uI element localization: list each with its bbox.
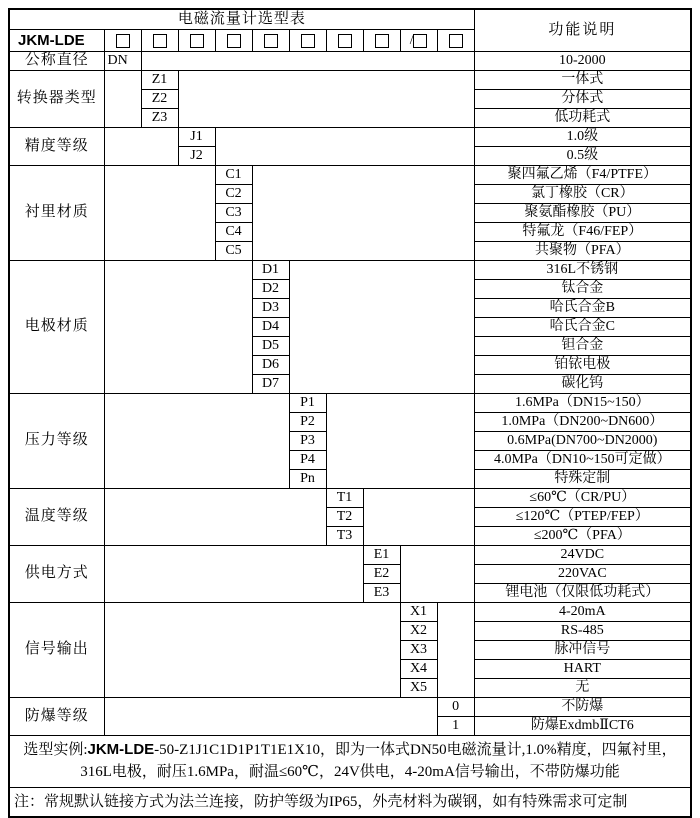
function-cell: 低功耗式 <box>474 109 691 128</box>
spacer-cell <box>104 128 178 166</box>
dn-row <box>9 52 691 71</box>
code-cell: T1 <box>326 489 363 508</box>
function-cell: RS-485 <box>474 622 691 641</box>
code-cell: X5 <box>400 679 437 698</box>
category-label: 供电方式 <box>9 546 104 603</box>
spacer-cell <box>289 261 474 394</box>
category-label: 电极材质 <box>9 261 104 394</box>
function-cell: 聚氨酯橡胶（PU） <box>474 204 691 223</box>
spacer-cell <box>104 489 326 546</box>
function-cell: 特氟龙（F46/FEP） <box>474 223 691 242</box>
function-cell: 4.0MPa（DN10~150可定做） <box>474 451 691 470</box>
code-cell: C3 <box>215 204 252 223</box>
selection-table <box>8 8 692 818</box>
code-cell: P2 <box>289 413 326 432</box>
category-label: 转换器类型 <box>9 71 104 128</box>
code-cell: D2 <box>252 280 289 299</box>
code-cell-dn: DN <box>104 52 141 71</box>
code-cell: X2 <box>400 622 437 641</box>
function-cell: 0.6MPa(DN700~DN2000) <box>474 432 691 451</box>
category-label: 压力等级 <box>9 394 104 489</box>
checkbox-icon <box>153 34 167 48</box>
code-cell: J1 <box>178 128 215 147</box>
function-cell: 316L不锈钢 <box>474 261 691 280</box>
model-checkbox-cell[interactable] <box>178 30 215 52</box>
function-column-header: 功能说明 <box>474 9 691 52</box>
function-cell: 碳化钨 <box>474 375 691 394</box>
function-cell: 哈氏合金B <box>474 299 691 318</box>
model-checkbox-cell[interactable] <box>326 30 363 52</box>
code-cell: 1 <box>437 717 474 736</box>
example-line1: -50-Z1J1C1D1P1T1E1X10，即为一体式DN50电磁流量计,1.0%精度，四氟衬里， <box>154 742 677 758</box>
checkbox-icon <box>116 34 130 48</box>
function-cell: 220VAC <box>474 565 691 584</box>
category-label: 温度等级 <box>9 489 104 546</box>
checkbox-icon <box>375 34 389 48</box>
function-cell: ≤120℃（PTEP/FEP） <box>474 508 691 527</box>
code-cell: J2 <box>178 147 215 166</box>
function-cell: 哈氏合金C <box>474 318 691 337</box>
code-cell: Z3 <box>141 109 178 128</box>
spacer-cell <box>400 546 474 603</box>
checkbox-icon <box>449 34 463 48</box>
option-row <box>9 603 691 622</box>
checkbox-icon <box>301 34 315 48</box>
spacer-cell <box>178 71 474 128</box>
model-checkbox-cell[interactable] <box>252 30 289 52</box>
code-cell: Z1 <box>141 71 178 90</box>
spacer-cell <box>141 52 474 71</box>
code-cell: Z2 <box>141 90 178 109</box>
category-label: 信号输出 <box>9 603 104 698</box>
spacer-cell <box>104 166 215 261</box>
spacer-cell <box>215 128 474 166</box>
function-cell: HART <box>474 660 691 679</box>
function-cell: 1.0MPa（DN200~DN600） <box>474 413 691 432</box>
code-cell: P3 <box>289 432 326 451</box>
category-label: 防爆等级 <box>9 698 104 736</box>
code-cell: E1 <box>363 546 400 565</box>
function-cell: 1.0级 <box>474 128 691 147</box>
example-row <box>9 736 691 788</box>
checkbox-icon <box>264 34 278 48</box>
option-row <box>9 489 691 508</box>
spacer-cell <box>104 71 141 128</box>
function-cell: 氯丁橡胶（CR） <box>474 185 691 204</box>
function-cell: ≤60℃（CR/PU） <box>474 489 691 508</box>
option-row <box>9 128 691 147</box>
code-cell: D5 <box>252 337 289 356</box>
spacer-cell <box>437 603 474 698</box>
code-cell: D4 <box>252 318 289 337</box>
code-cell: C1 <box>215 166 252 185</box>
function-cell: 钛合金 <box>474 280 691 299</box>
spacer-cell <box>104 394 289 489</box>
function-cell: 一体式 <box>474 71 691 90</box>
table-title: 电磁流量计选型表 <box>9 9 474 30</box>
code-cell: P4 <box>289 451 326 470</box>
code-cell: X3 <box>400 641 437 660</box>
checkbox-icon <box>227 34 241 48</box>
function-cell: 聚四氟乙烯（F4/PTFE） <box>474 166 691 185</box>
spacer-cell <box>104 261 252 394</box>
code-cell: Pn <box>289 470 326 489</box>
code-cell: T2 <box>326 508 363 527</box>
code-cell: X1 <box>400 603 437 622</box>
function-cell: 锂电池（仅限低功耗式） <box>474 584 691 603</box>
code-cell: D6 <box>252 356 289 375</box>
example-line2: 316L电极，耐压1.6MPa，耐温≤60℃，24V供电，4-20mA信号输出，不带防爆功能 <box>80 763 620 780</box>
model-checkbox-cell[interactable]: / <box>400 30 437 52</box>
code-cell: E2 <box>363 565 400 584</box>
code-cell: D1 <box>252 261 289 280</box>
model-checkbox-cell[interactable] <box>141 30 178 52</box>
model-label: JKM-LDE <box>9 30 104 52</box>
code-cell: P1 <box>289 394 326 413</box>
model-checkbox-cell[interactable] <box>104 30 141 52</box>
code-cell: D7 <box>252 375 289 394</box>
option-row <box>9 71 691 90</box>
function-cell: 24VDC <box>474 546 691 565</box>
function-cell: 脉冲信号 <box>474 641 691 660</box>
selection-example <box>9 736 691 788</box>
function-cell: 共聚物（PFA） <box>474 242 691 261</box>
function-cell: 钽合金 <box>474 337 691 356</box>
option-row <box>9 394 691 413</box>
function-cell: 铂铱电极 <box>474 356 691 375</box>
function-cell: 4-20mA <box>474 603 691 622</box>
note-text: 注：常规默认链接方式为法兰连接，防护等级为IP65，外壳材料为碳钢，如有特殊需求可定制 <box>9 787 691 817</box>
category-label-dn: 公称直径 <box>9 52 104 71</box>
model-checkbox-cell[interactable] <box>437 30 474 52</box>
spacer-cell <box>363 489 474 546</box>
spacer-cell <box>104 698 437 736</box>
model-checkbox-cell[interactable] <box>215 30 252 52</box>
function-cell: 分体式 <box>474 90 691 109</box>
function-cell: ≤200℃（PFA） <box>474 527 691 546</box>
example-model-code: JKM-LDE <box>87 741 155 758</box>
function-cell: 无 <box>474 679 691 698</box>
spacer-cell <box>252 166 474 261</box>
function-cell: 特殊定制 <box>474 470 691 489</box>
option-row <box>9 698 691 717</box>
title-row <box>9 9 691 30</box>
code-cell: X4 <box>400 660 437 679</box>
category-label: 衬里材质 <box>9 166 104 261</box>
spacer-cell <box>104 603 400 698</box>
spacer-cell <box>326 394 474 489</box>
function-cell-dn: 10-2000 <box>474 52 691 71</box>
model-checkbox-cell[interactable] <box>363 30 400 52</box>
function-cell: 0.5级 <box>474 147 691 166</box>
checkbox-icon <box>413 34 427 48</box>
checkbox-icon <box>190 34 204 48</box>
code-cell: E3 <box>363 584 400 603</box>
function-cell: 防爆ExdmbⅡCT6 <box>474 717 691 736</box>
category-label: 精度等级 <box>9 128 104 166</box>
checkbox-icon <box>338 34 352 48</box>
code-cell: 0 <box>437 698 474 717</box>
function-cell: 1.6MPa（DN15~150） <box>474 394 691 413</box>
note-row <box>9 787 691 817</box>
option-row <box>9 546 691 565</box>
option-row <box>9 261 691 280</box>
function-cell: 不防爆 <box>474 698 691 717</box>
code-cell: C5 <box>215 242 252 261</box>
code-cell: C2 <box>215 185 252 204</box>
code-cell: D3 <box>252 299 289 318</box>
example-prefix: 选型实例: <box>23 742 88 758</box>
option-row <box>9 166 691 185</box>
model-checkbox-cell[interactable] <box>289 30 326 52</box>
spacer-cell <box>104 546 363 603</box>
code-cell: T3 <box>326 527 363 546</box>
code-cell: C4 <box>215 223 252 242</box>
